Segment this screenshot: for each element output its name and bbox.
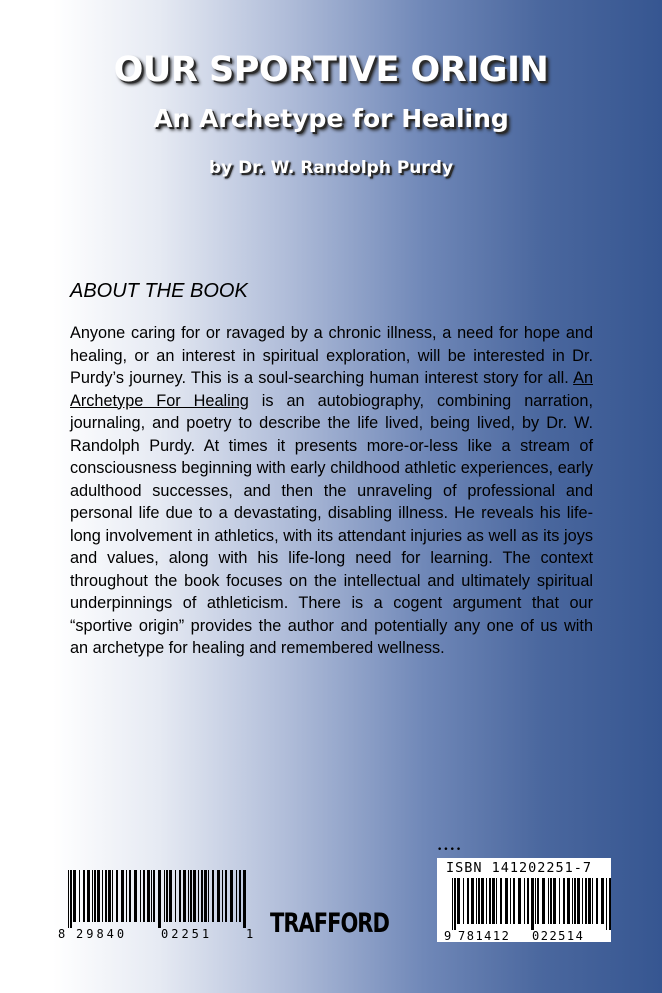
barcode-bar [243,870,246,928]
isbn-dots: •••• [437,845,463,855]
barcode-left-bars [68,870,246,928]
barcode-bar [481,878,484,924]
barcode-bar [112,870,113,922]
barcode-bar [609,878,611,930]
barcode-bar [457,878,460,924]
barcode-bar [193,870,196,922]
barcode-right-digit-first: 9 [444,929,452,942]
barcode-bar [553,878,556,924]
barcode-bar [79,870,80,922]
barcode-bar [190,870,192,922]
barcode-bar [239,870,241,922]
barcode-left-digits-group2: 02251 [161,927,213,940]
barcode-bar [510,878,511,924]
barcode-bar [230,870,233,922]
barcode-left-digits-group1: 29840 [76,927,128,940]
barcode-bar [73,870,76,922]
barcode-bar [535,878,536,924]
barcode-bar [478,878,480,924]
barcode-bar [92,870,93,922]
barcode-bar [87,870,90,922]
barcode-bar [140,870,141,922]
barcode-bar [94,870,96,922]
barcode-bar [550,878,552,924]
barcode-left-digit-last: 1 [246,927,254,940]
barcode-bar [548,878,549,924]
barcode-bar [471,878,474,924]
about-heading: ABOUT THE BOOK [70,280,248,302]
barcode-right-bars [452,878,611,930]
barcode-bar [542,878,545,924]
barcode-right [444,878,612,942]
barcode-bar [527,878,529,924]
barcode-bar [97,870,100,922]
barcode-right-digits-group2: 022514 [532,929,585,942]
barcode-bar [129,870,131,922]
barcode-bar [175,870,176,922]
barcode-bar [108,870,111,922]
barcode-bar [496,878,497,924]
barcode-bar [463,878,464,924]
barcode-bar [452,878,453,930]
barcode-bar [169,870,172,922]
barcode-bar [70,870,72,928]
barcode-bar [563,878,565,924]
publisher-logo: TRAFFORD [270,908,389,938]
barcode-right-digits-group1: 781412 [458,929,511,942]
barcode-bar [588,878,591,924]
about-text-part1: Anyone caring for or ravaged by a chronic illness, a need for hope and healing, or an interest in spiritual exploration, will be interested in Dr. Purdy’s journey. This is a soul-searching human interest story for all. [70,324,593,387]
isbn-number: ISBN 141202251-7 [446,860,593,876]
barcode-bar [513,878,515,924]
barcode-bar [158,870,161,928]
barcode-bar [574,878,576,924]
barcode-bar [68,870,69,928]
barcode-bar [83,870,85,922]
barcode-bar [601,878,604,924]
barcode-bar [524,878,525,924]
barcode-bar [486,878,487,924]
about-text [70,322,593,660]
barcode-bar [164,870,165,922]
barcode-left-digit-first: 8 [58,927,66,940]
barcode-bar [151,870,152,922]
barcode-bar [183,870,186,922]
barcode-bar [188,870,189,922]
barcode-bar [126,870,127,922]
barcode-left [58,870,258,940]
barcode-bar [102,870,103,922]
barcode-bar [236,870,237,922]
book-author: by Dr. W. Randolph Purdy [208,158,454,178]
about-text-book-title: An Archetype For Healing [70,369,593,410]
barcode-bar [208,870,209,922]
barcode-bar [143,870,145,922]
barcode-bar [153,870,155,922]
about-text-part2: is an autobiography, combining narration, journaling, and poetry to describe the life lived, being lived, by Dr. W. Randolph Purdy. At times it presents more-or-less like a stream of consciousness beginning with early childhood athletic experiences, early adulthood successes, and then the unraveling of professional and personal life due to a devastating, disabling illness. He reveals his life-long involvement in athletics, with its attendant injuries as well as its joys and values, along with his life-long need for learning. The context throughout the book focuses on the intellectual and ultimately spiritual underpinnings of athleticism. There is a cogent argument that our “sportive origin” provides the author and potentially any one of us with an archetype for healing and remembered wellness. [70,391,593,657]
barcode-bar [492,878,495,924]
barcode-bar [476,878,477,924]
barcode-bar [147,870,150,922]
barcode-bar [467,878,469,924]
barcode-bar [198,870,199,922]
barcode-bar [454,878,456,930]
barcode-bar [179,870,181,922]
barcode-bar [567,878,570,924]
barcode-bar [537,878,539,924]
barcode-bar [592,878,593,924]
barcode-bar [531,878,534,930]
barcode-bar [572,878,573,924]
book-subtitle: An Archetype for Healing [153,104,509,133]
barcode-bar [606,878,607,930]
barcode-bar [489,878,491,924]
barcode-bar [201,870,203,922]
barcode-bar [585,878,587,924]
book-title: OUR SPORTIVE ORIGIN [113,50,549,90]
barcode-bar [166,870,168,922]
barcode-bar [596,878,598,924]
barcode-bar [116,870,118,922]
barcode-bar [518,878,521,924]
barcode-bar [505,878,508,924]
barcode-bar [225,870,227,922]
barcode-bar [577,878,580,924]
barcode-bar [105,870,107,922]
barcode-bar [204,870,207,922]
barcode-bar [212,870,214,922]
barcode-bar [121,870,124,922]
barcode-bar [222,870,223,922]
barcode-bar [217,870,220,922]
barcode-bar [559,878,560,924]
barcode-bar [134,870,137,922]
barcode-bar [500,878,502,924]
barcode-bar [582,878,583,924]
